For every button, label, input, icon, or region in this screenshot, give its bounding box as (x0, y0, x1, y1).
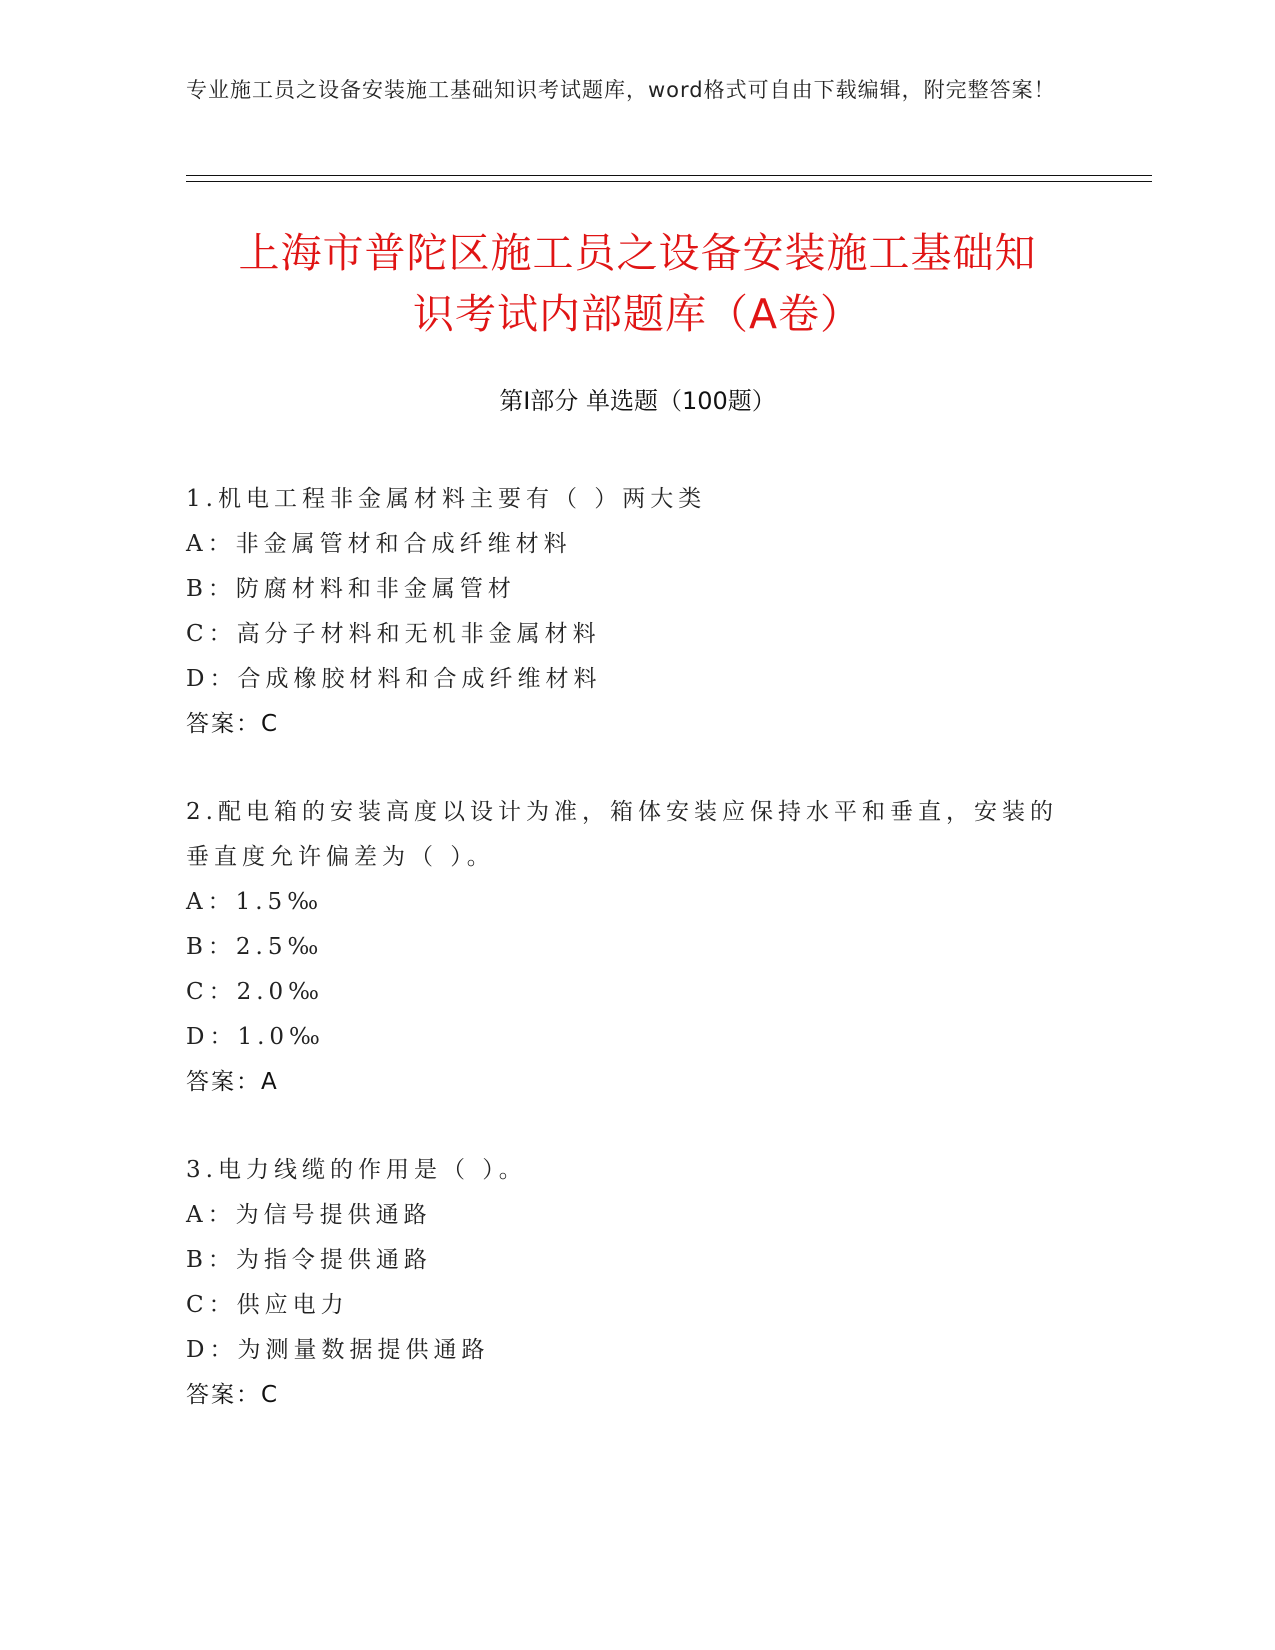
answer: 答案：A (186, 1069, 279, 1095)
question-stem: 1.机电工程非金属材料主要有（ ）两大类 (186, 486, 707, 512)
document-title-line-2: 识考试内部题库（A卷） (412, 290, 863, 338)
option-c: C：2.0‰ (186, 979, 325, 1005)
option-a: A：为信号提供通路 (186, 1202, 432, 1228)
option-a: A：非金属管材和合成纤维材料 (186, 531, 572, 557)
header-rule-bottom (186, 181, 1152, 182)
option-d: D：为测量数据提供通路 (186, 1337, 490, 1363)
option-d: D：1.0‰ (186, 1024, 325, 1050)
option-c: C：供应电力 (186, 1292, 349, 1318)
option-a: A：1.5‰ (186, 889, 324, 915)
question-2 (186, 790, 1076, 1105)
document-title-line-1: 上海市普陀区施工员之设备安装施工基础知 (238, 229, 1037, 277)
option-b: B：防腐材料和非金属管材 (186, 576, 516, 602)
option-b: B：2.5‰ (186, 934, 324, 960)
question-list (186, 477, 1076, 1461)
option-c: C：高分子材料和无机非金属材料 (186, 621, 601, 647)
question-1 (186, 477, 1076, 747)
question-stem: 3.电力线缆的作用是（ ）。 (186, 1157, 527, 1183)
question-stem: 2.配电箱的安装高度以设计为准，箱体安装应保持水平和垂直，安装的垂直度允许偏差为（ ）。 (186, 799, 1058, 870)
header-note: 专业施工员之设备安装施工基础知识考试题库，word格式可自由下载编辑，附完整答案！ (186, 78, 1056, 102)
document-title (180, 223, 1095, 345)
answer: 答案：C (186, 711, 280, 737)
answer: 答案：C (186, 1382, 280, 1408)
question-3 (186, 1148, 1076, 1418)
header-rule-top (186, 175, 1152, 176)
section-heading: 第I部分 单选题（100题） (499, 387, 776, 415)
option-d: D：合成橡胶材料和合成纤维材料 (186, 666, 602, 692)
option-b: B：为指令提供通路 (186, 1247, 432, 1273)
